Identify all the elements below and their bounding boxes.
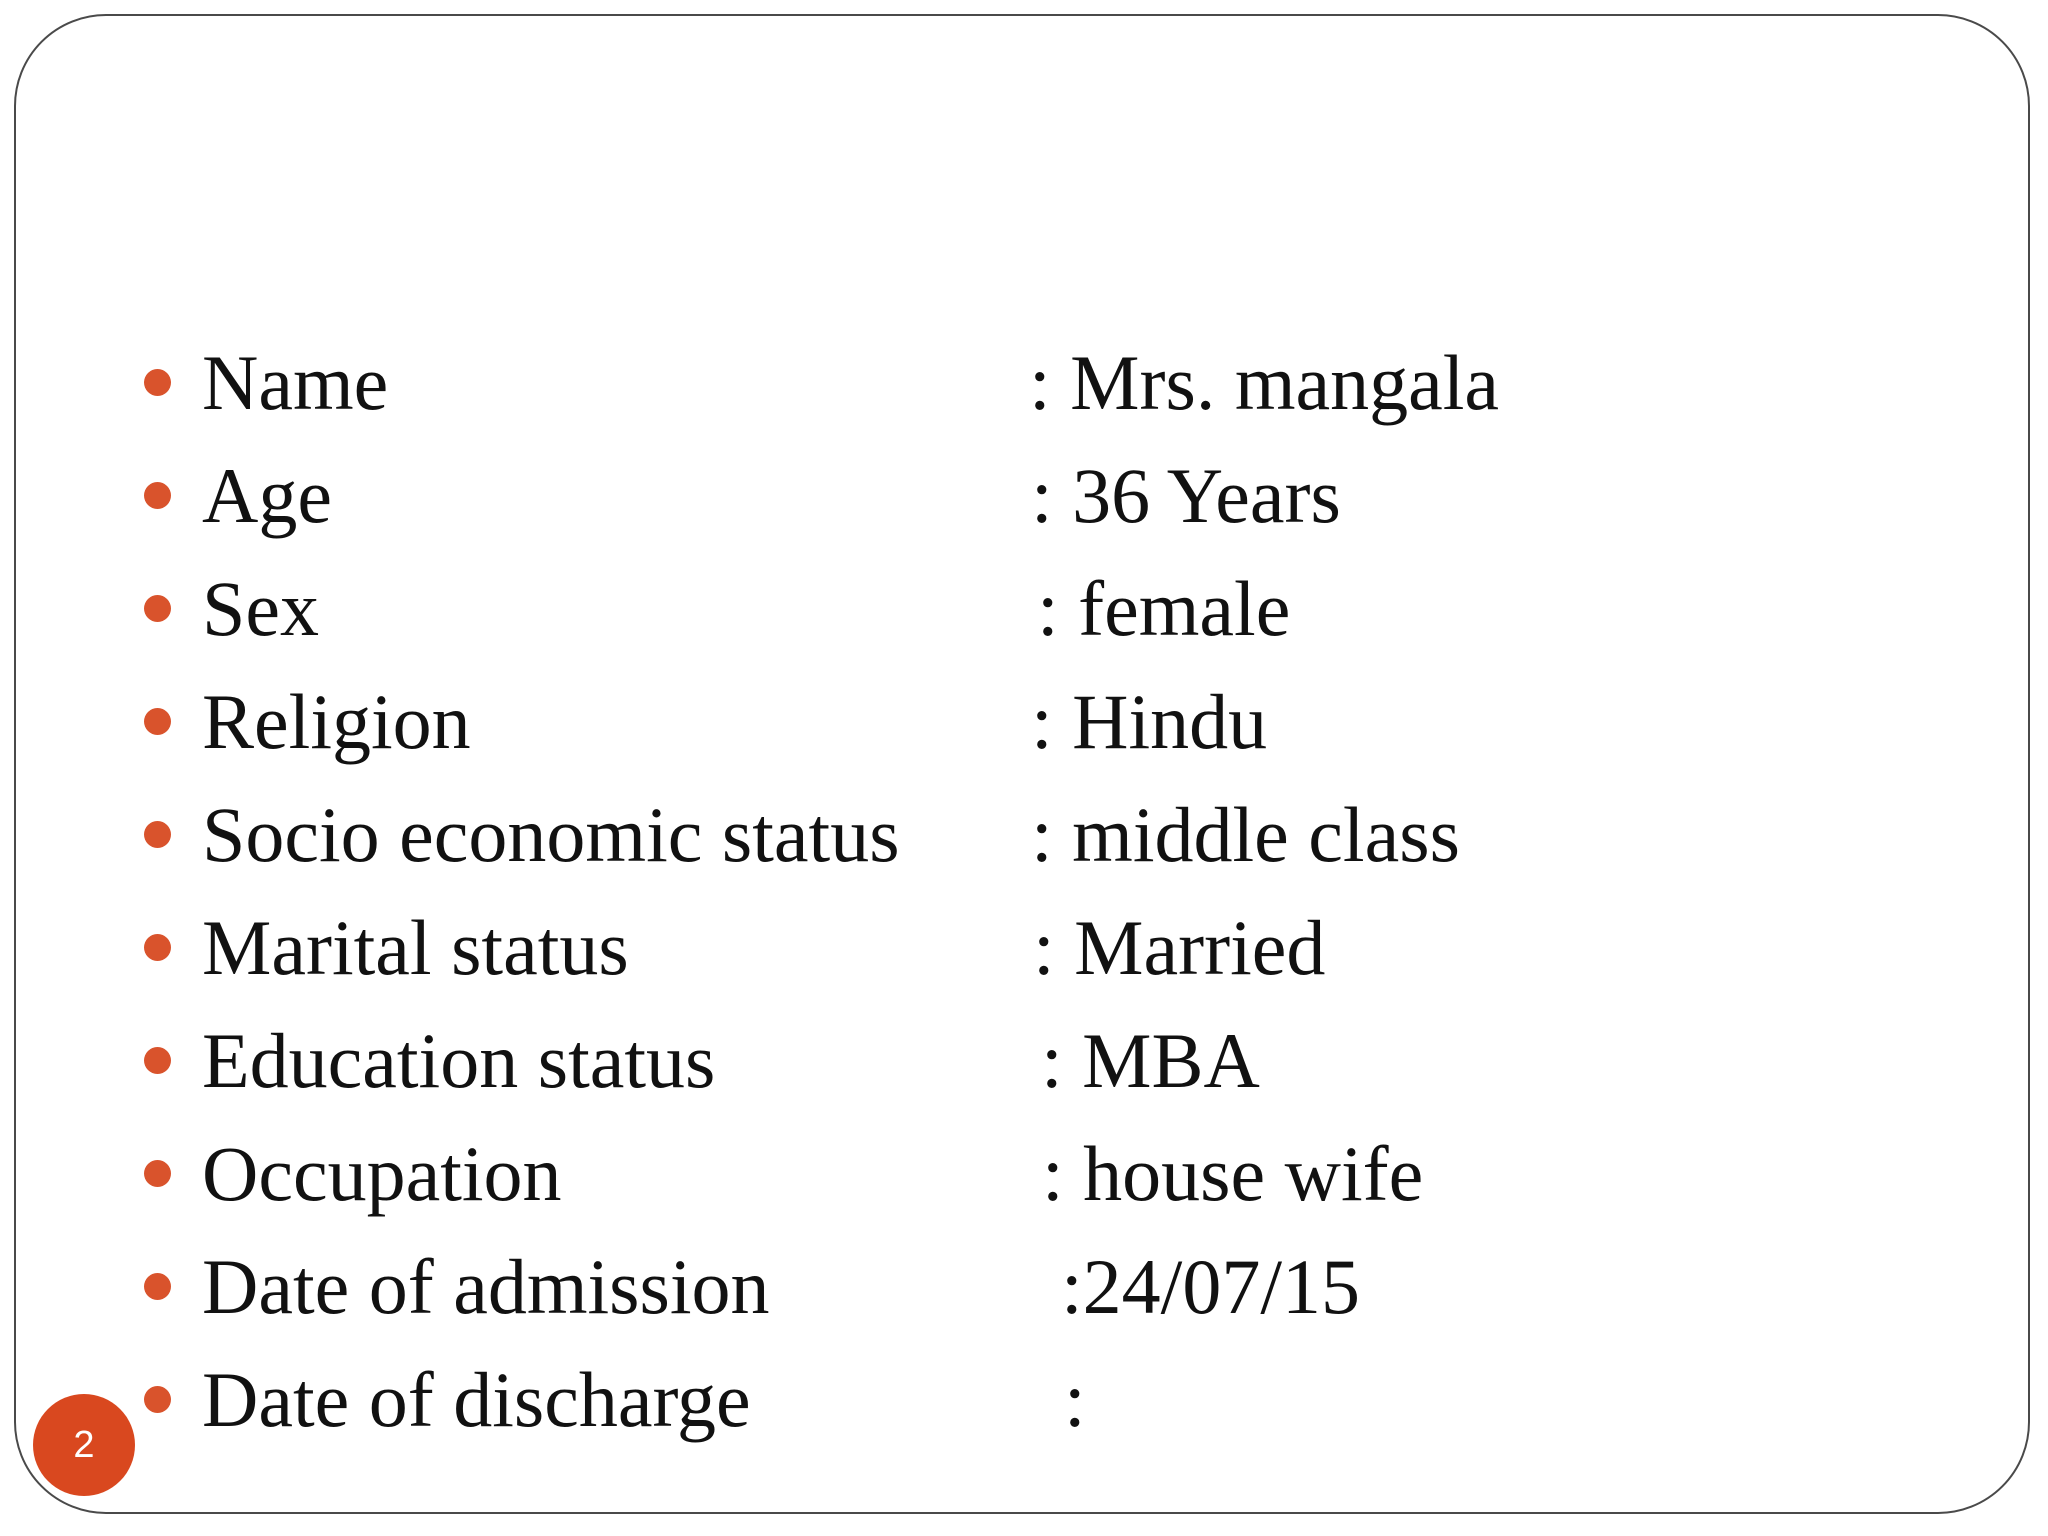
field-label-marital-status: Marital status xyxy=(202,904,629,991)
list-item-occupation xyxy=(144,1117,1744,1230)
field-label-education-status: Education status xyxy=(202,1017,716,1104)
list-item-name xyxy=(144,326,1744,439)
list-item-sex xyxy=(144,552,1744,665)
slide-frame xyxy=(14,14,2030,1514)
bullet-dot-icon xyxy=(144,1160,171,1187)
patient-details-list xyxy=(144,326,1744,1456)
field-value-sex: : female xyxy=(1037,565,1291,652)
list-item-education-status xyxy=(144,1004,1744,1117)
bullet-dot-icon xyxy=(144,708,171,735)
field-value-occupation: : house wife xyxy=(1042,1130,1424,1217)
bullet-dot-icon xyxy=(144,482,171,509)
page-number-badge: 2 xyxy=(33,1394,135,1496)
bullet-dot-icon xyxy=(144,1047,171,1074)
bullet-dot-icon xyxy=(144,1273,171,1300)
field-label-religion: Religion xyxy=(202,678,471,765)
list-item-date-of-discharge xyxy=(144,1343,1744,1456)
list-item-date-of-admission xyxy=(144,1230,1744,1343)
field-value-date-of-discharge: : xyxy=(1064,1356,1086,1443)
field-label-date-of-admission: Date of admission xyxy=(202,1243,770,1330)
field-value-age: : 36 Years xyxy=(1031,452,1341,539)
bullet-dot-icon xyxy=(144,595,171,622)
field-label-date-of-discharge: Date of discharge xyxy=(202,1356,751,1443)
list-item-socio-economic-status xyxy=(144,778,1744,891)
field-value-name: : Mrs. mangala xyxy=(1029,339,1500,426)
field-value-date-of-admission: :24/07/15 xyxy=(1061,1243,1361,1330)
bullet-dot-icon xyxy=(144,821,171,848)
bullet-dot-icon xyxy=(144,1386,171,1413)
field-value-marital-status: : Married xyxy=(1033,904,1326,991)
list-item-age xyxy=(144,439,1744,552)
field-value-education-status: : MBA xyxy=(1041,1017,1260,1104)
list-item-marital-status xyxy=(144,891,1744,1004)
field-label-occupation: Occupation xyxy=(202,1130,562,1217)
field-value-religion: : Hindu xyxy=(1031,678,1268,765)
bullet-dot-icon xyxy=(144,369,171,396)
field-label-age: Age xyxy=(202,452,332,539)
field-label-socio-economic-status: Socio economic status xyxy=(202,791,900,878)
field-label-name: Name xyxy=(202,339,389,426)
list-item-religion xyxy=(144,665,1744,778)
field-value-socio-economic-status: : middle class xyxy=(1031,791,1460,878)
bullet-dot-icon xyxy=(144,934,171,961)
field-label-sex: Sex xyxy=(202,565,319,652)
